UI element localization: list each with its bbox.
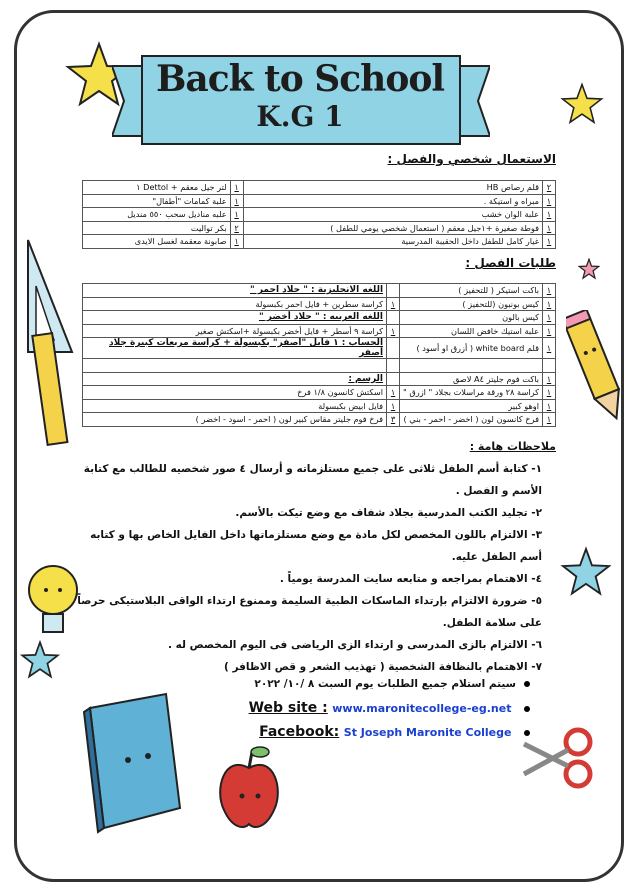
item-right: كيس بالون bbox=[400, 311, 543, 325]
notes-list bbox=[70, 458, 542, 678]
qty-right: ١ bbox=[543, 284, 556, 298]
qty-left bbox=[387, 311, 400, 325]
item-right: باكت فوم جليتر A٤ لاصق bbox=[400, 372, 543, 386]
class-table bbox=[82, 283, 556, 427]
table-row bbox=[83, 208, 556, 222]
item-left: اللغه الانجليزية : " جلاد احمر " bbox=[83, 284, 387, 298]
item-left: كراسة ٩ أسطر + فايل أخضر بكبسولة +اسكتش صغير bbox=[83, 324, 387, 338]
table-row bbox=[83, 386, 556, 400]
ruler-icon bbox=[30, 330, 74, 450]
qty-left bbox=[387, 372, 400, 386]
facebook-link[interactable]: St Joseph Maronite College bbox=[343, 726, 512, 739]
personal-heading: الاستعمال شخصي والفصل : bbox=[387, 152, 556, 166]
table-row bbox=[83, 235, 556, 249]
table-row bbox=[83, 311, 556, 325]
class-heading: طلبات الفصل : bbox=[465, 256, 556, 270]
qty-left bbox=[387, 359, 400, 373]
qty-right: ١ bbox=[543, 208, 556, 222]
pencil-icon bbox=[566, 310, 628, 430]
item-right: علبة الوان خشب bbox=[243, 208, 542, 222]
item-left: علبة كمامات "أطفال" bbox=[83, 194, 231, 208]
item-left: كراسة سطرين + فايل احمر بكبسولة bbox=[83, 297, 387, 311]
qty-left: ٣ bbox=[387, 413, 400, 427]
qty-right: ٢ bbox=[543, 181, 556, 195]
note-item: ١- كتابة أسم الطفل ثلاثى على جميع مستلزماته و أرسال ٤ صور شخصيه للطالب مع كتابة الأسم و الفصل . bbox=[83, 463, 542, 497]
website-label: Web site : bbox=[248, 700, 328, 716]
book-icon bbox=[80, 688, 192, 838]
note-item: ٤- الاهتمام بمراجعه و متابعه سايت المدرسة يومياً . bbox=[279, 573, 542, 585]
page-title: Back to School bbox=[155, 58, 445, 100]
qty-right: ١ bbox=[543, 297, 556, 311]
star-icon bbox=[560, 82, 604, 126]
qty-right bbox=[543, 359, 556, 373]
qty-left: ١ bbox=[387, 324, 400, 338]
qty-left: ٢ bbox=[230, 221, 243, 235]
qty-right: ١ bbox=[543, 235, 556, 249]
table-row bbox=[83, 338, 556, 359]
item-left: الحساب : ١ فايل "أصفر" بكبسولة + كراسة مربعات كبيرة جلاد أصفر bbox=[83, 338, 387, 359]
qty-right: ١ bbox=[543, 372, 556, 386]
item-right: فوطة صغيرة +١جيل معقم ( استعمال شخصي يومي للطفل ) bbox=[243, 221, 542, 235]
item-right: قلم white board ( أزرق او أسود ) bbox=[400, 338, 543, 359]
item-right: باكت استيكر ( للتحفيز ) bbox=[400, 284, 543, 298]
deadline-line bbox=[200, 678, 530, 690]
qty-left bbox=[387, 284, 400, 298]
star-icon bbox=[560, 546, 612, 598]
item-right bbox=[400, 359, 543, 373]
table-row bbox=[83, 359, 556, 373]
item-left: اسكتش كانسون ١/٨ فرخ bbox=[83, 386, 387, 400]
table-row bbox=[83, 194, 556, 208]
item-left: فايل ابيض بكبسولة bbox=[83, 399, 387, 413]
table-row bbox=[83, 413, 556, 427]
qty-right: ١ bbox=[543, 324, 556, 338]
star-icon bbox=[578, 258, 600, 280]
item-right: كراسة ٢٨ ورقة مراسلات بجلاد " ازرق " bbox=[400, 386, 543, 400]
website-link[interactable]: www.maronitecollege-eg.net bbox=[332, 702, 512, 715]
qty-right: ١ bbox=[543, 413, 556, 427]
website-line bbox=[200, 700, 530, 716]
qty-left bbox=[387, 338, 400, 359]
item-left: الرسم : bbox=[83, 372, 387, 386]
item-right: مبراه و استيكة . bbox=[243, 194, 542, 208]
item-right: اوهو كبير bbox=[400, 399, 543, 413]
qty-left: ١ bbox=[230, 181, 243, 195]
item-left bbox=[83, 359, 387, 373]
table-row bbox=[83, 221, 556, 235]
note-item: ٧- الاهتمام بالنظافة الشخصية ( تهذيب الشعر و قص الاظافر ) bbox=[224, 661, 542, 673]
item-left: صابونة معقمة لغسل الايدى bbox=[83, 235, 231, 249]
qty-right: ١ bbox=[543, 194, 556, 208]
notes-heading: ملاحظات هامة : bbox=[469, 440, 556, 453]
note-item: ٢- تجليد الكتب المدرسية بجلاد شفاف مع وضع تيكت بالأسم. bbox=[235, 507, 542, 519]
item-left: لتر جيل معقم + Dettol ١ bbox=[83, 181, 231, 195]
item-right: علبة استيك خافض اللسان bbox=[400, 324, 543, 338]
item-left: فرخ فوم جليتر مقاس كبير لون ( احمر - اسود - اخضر ) bbox=[83, 413, 387, 427]
qty-right: ١ bbox=[543, 311, 556, 325]
personal-table bbox=[82, 180, 556, 249]
deadline-text: سيتم استلام جميع الطلبات يوم السبت ٨ /١٠/ ٢٠٢٢ bbox=[254, 678, 516, 690]
qty-right: ١ bbox=[543, 399, 556, 413]
facebook-line bbox=[200, 724, 530, 740]
qty-right: ١ bbox=[543, 386, 556, 400]
qty-left: ١ bbox=[230, 194, 243, 208]
page-subtitle: K.G 1 bbox=[256, 100, 344, 133]
qty-right: ١ bbox=[543, 338, 556, 359]
item-left: بكر تواليت bbox=[83, 221, 231, 235]
item-right: قلم رصاص HB bbox=[243, 181, 542, 195]
table-row bbox=[83, 399, 556, 413]
note-item: ٥- ضرورة الالتزام بإرتداء الماسكات الطبية السليمة وممنوع ارتداء الواقى البلاستيكى حرصاً على سلامة الطفل. bbox=[77, 595, 542, 629]
apple-icon bbox=[214, 740, 284, 836]
item-left: اللغه العربيه : " جلاد أخضر " bbox=[83, 311, 387, 325]
table-row bbox=[83, 181, 556, 195]
qty-right: ١ bbox=[543, 221, 556, 235]
scissors-icon bbox=[518, 724, 598, 794]
note-item: ٣- الالتزام باللون المخصص لكل مادة مع وضع مستلزماتها داخل الفايل الخاص بها و كتابه أسم الطفل عليه. bbox=[90, 529, 542, 563]
table-row bbox=[83, 372, 556, 386]
table-row bbox=[83, 297, 556, 311]
facebook-label: Facebook: bbox=[259, 724, 340, 740]
item-right: فرخ كانسون لون ( اخضر - احمر - بني ) bbox=[400, 413, 543, 427]
item-right: كيس بونبون (للتحفيز ) bbox=[400, 297, 543, 311]
table-row bbox=[83, 284, 556, 298]
item-left: علبه مناديل سحب ٥٥٠ منديل bbox=[83, 208, 231, 222]
qty-left: ١ bbox=[387, 386, 400, 400]
qty-left: ١ bbox=[230, 235, 243, 249]
table-row bbox=[83, 324, 556, 338]
qty-left: ١ bbox=[230, 208, 243, 222]
note-item: ٦- الالتزام بالزى المدرسى و ارتداء الزى الرياضى فى اليوم المخصص له . bbox=[167, 639, 542, 651]
item-right: غيار كامل للطفل داخل الحقيبة المدرسية bbox=[243, 235, 542, 249]
qty-left: ١ bbox=[387, 399, 400, 413]
qty-left: ١ bbox=[387, 297, 400, 311]
